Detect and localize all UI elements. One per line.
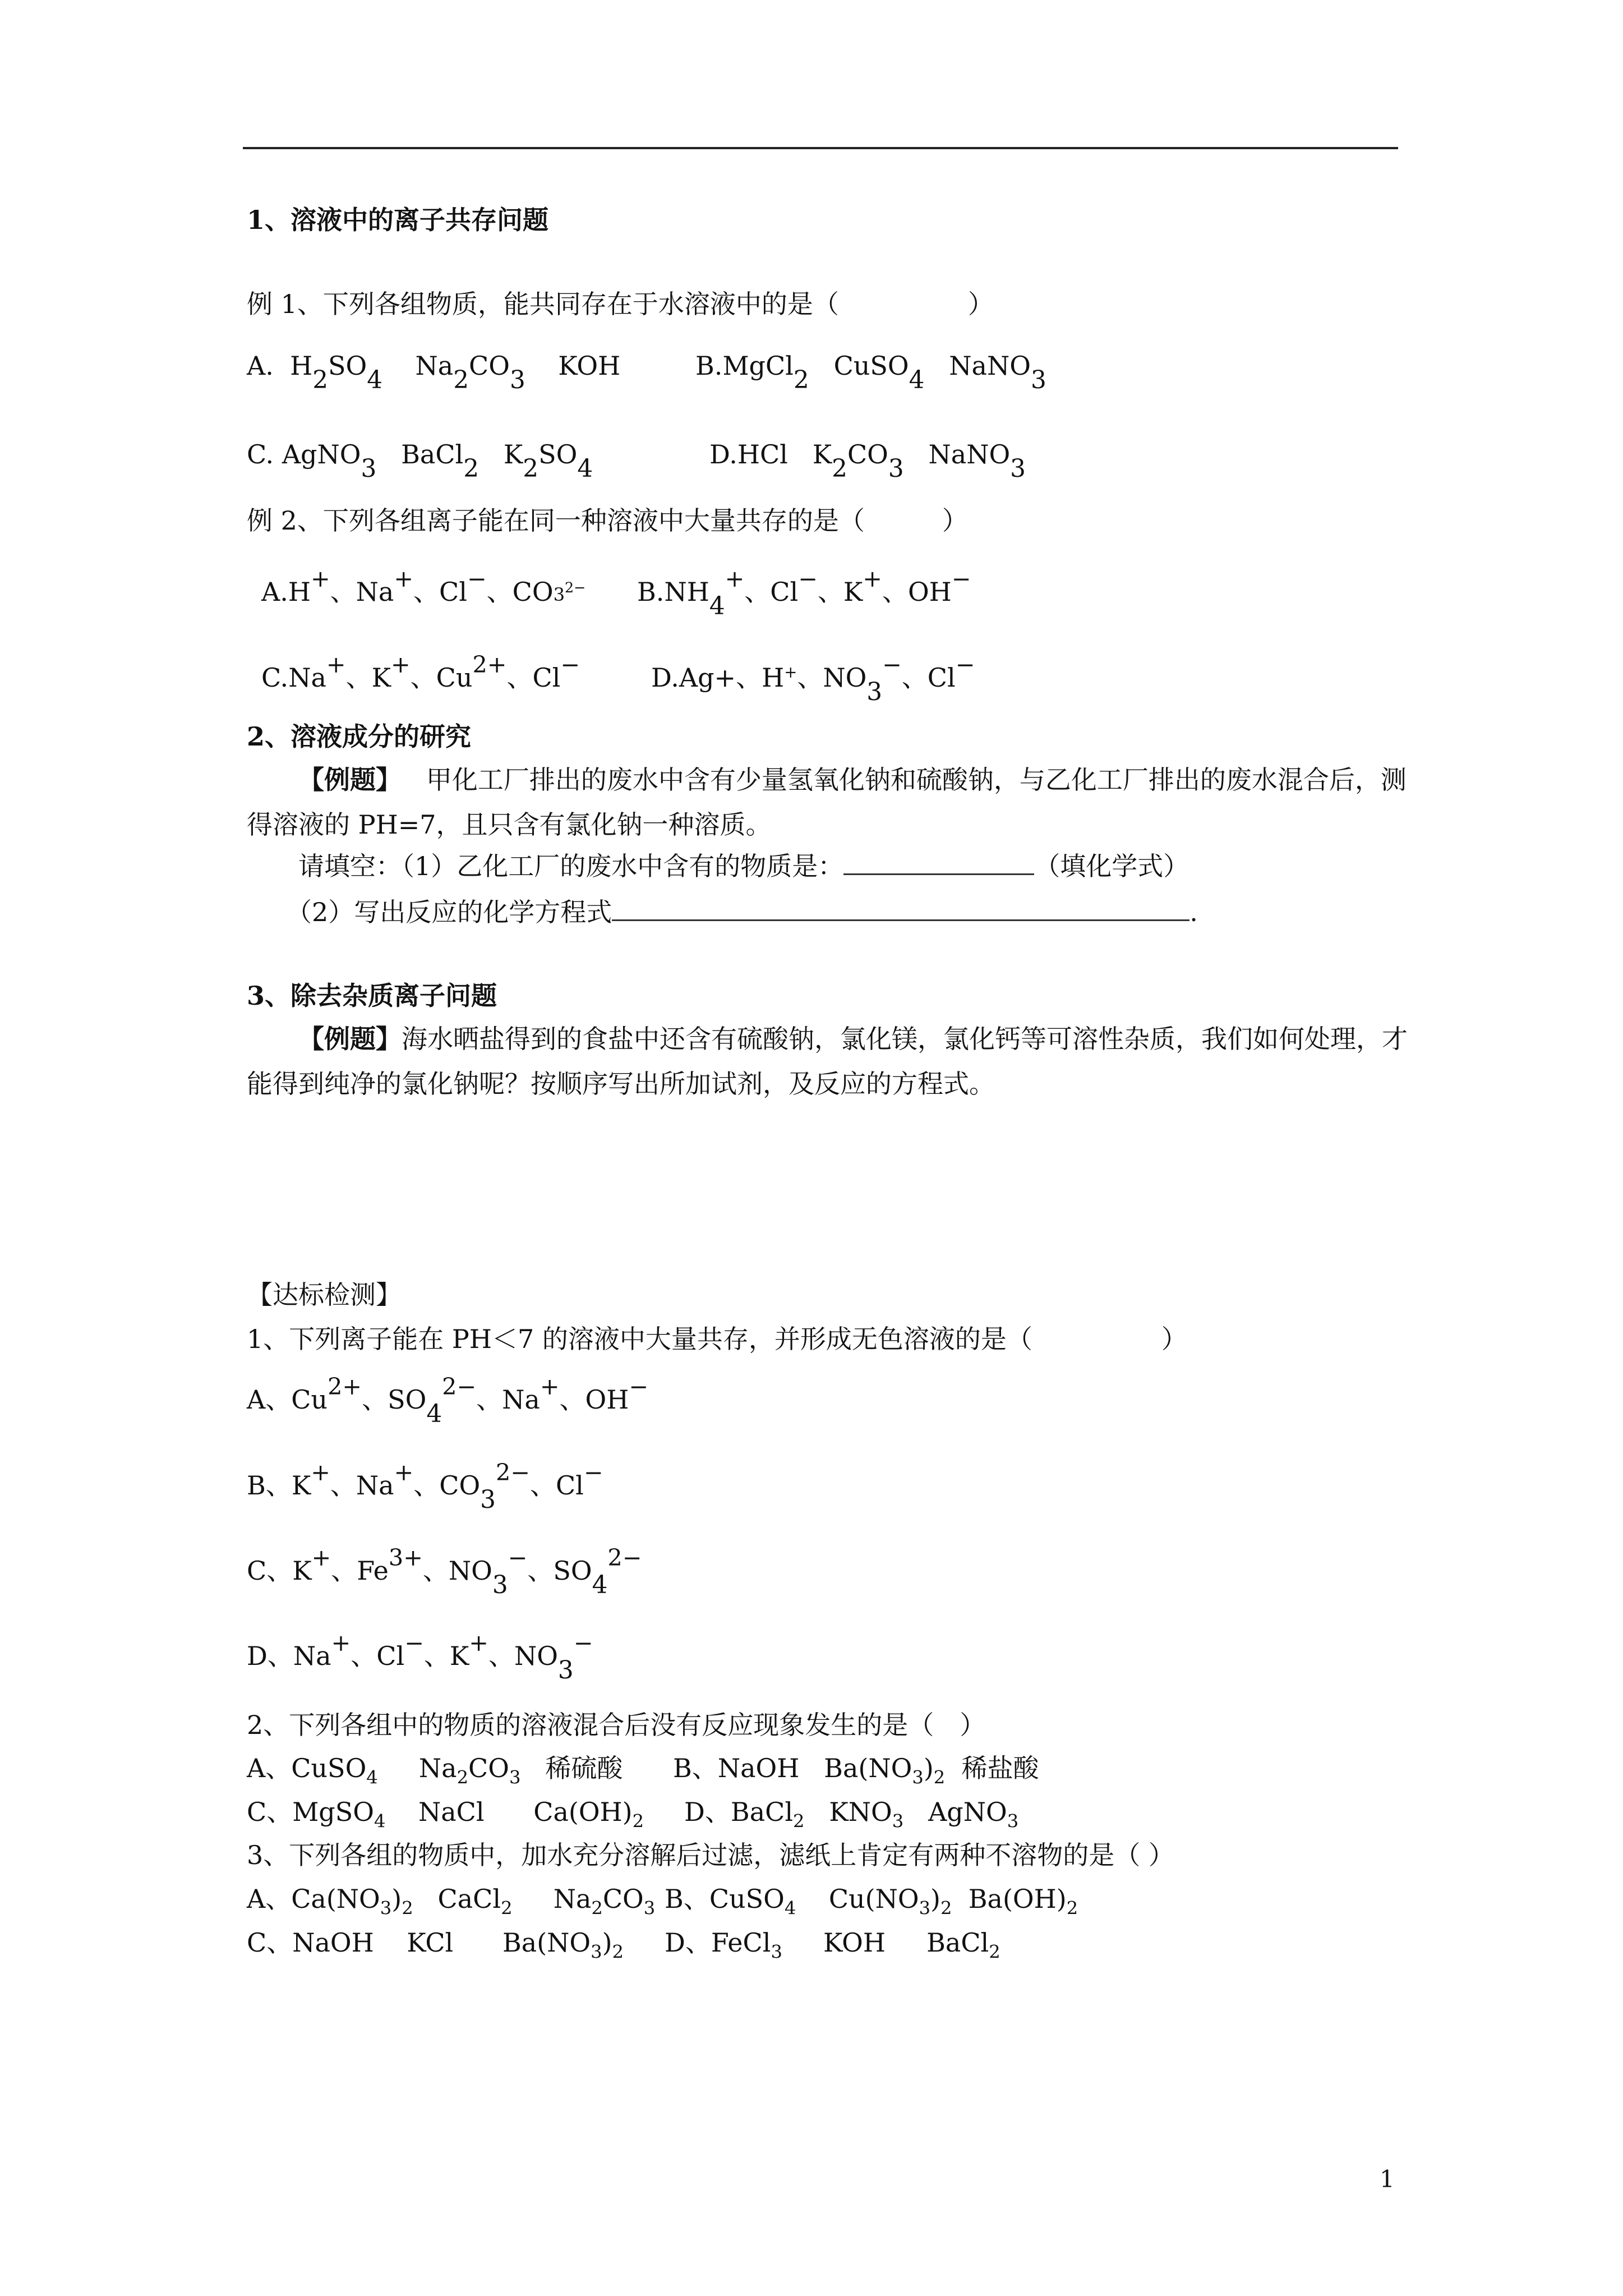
question-1-fill [298,849,1189,882]
section-3-title: 3、除去杂质离子问题 [247,981,497,1011]
option-d-formula: BaCl$_2$ $KNO_3$ AgNO$_3$ [730,1797,1019,1832]
option-d-label: D、 [684,1797,731,1827]
check-q3-options-ab [247,1882,1078,1919]
option-b-acid: 稀盐酸 [961,1753,1039,1783]
answer-blank-2[interactable] [612,895,1189,921]
check-q2-options-ab [247,1751,1039,1788]
option-a-formula: $H_2SO_4$ $Na_2CO_3$ KOH [282,351,621,395]
option-b-label: B、 [247,1470,292,1501]
option-c-formula: MgSO$_4$ NaCl $Ca(OH)_2$ [292,1797,644,1832]
check-question-2: 2、下列各组中的物质的溶液混合后没有反应现象发生的是（ ） [247,1710,986,1740]
option-d-label: D. [709,439,737,470]
option-d-label: D、 [247,1641,293,1671]
option-b-formula: CuSO$_4$ $Cu(NO_3)_2$ $Ba(OH)_2$ [709,1884,1078,1919]
option-d-ions: Na+、Cl−、K+、$NO_3^-$ [293,1630,593,1685]
option-c-ions: K+、$Fe^{3+}$、$NO_3^-$、$SO_4^{2-}$ [292,1544,642,1600]
option-a-label: A、 [247,1384,292,1415]
check-title: 【达标检测】 [247,1280,402,1310]
option-b-label: B、 [665,1884,709,1914]
option-c-formula: AgNO$_3$ BaCl$_2$ $K_2SO_4$ [282,439,593,484]
option-b-formula: MgCl$_2$ CuSO$_4$ NaNO$_3$ [722,351,1046,395]
answer-blank-1[interactable] [843,849,1034,875]
option-b-formula: NaOH $Ba(NO_3)_2$ [717,1753,946,1788]
option-c-label: C、 [247,1556,293,1586]
option-a-formula: $Ca(NO_3)_2$ CaCl$_2$ $Na_2CO_3$ [291,1884,656,1919]
option-d [665,1926,1000,1963]
check-q1-option-b [247,1459,603,1515]
check-question-1: 1、下列离子能在 PH＜7 的溶液中大量共存，并形成无色溶液的是（ ） [247,1324,1187,1354]
option-c-ions: Na+、K+、$Cu^{2+}$、Cl− [288,651,580,693]
example-body: 海水晒盐得到的食盐中还含有硫酸钠，氯化镁，氯化钙等可溶性杂质，我们如何处理，才能得到纯净的氯化钠呢？按顺序写出所加试剂，及反应的方程式。 [247,1024,1408,1099]
option-a-ions: $Cu^{2+}$、$SO_4^{2-}$、Na+、OH− [291,1373,649,1429]
option-c-label: C、 [247,1927,293,1958]
example-1-options-ab [247,349,1046,395]
option-d-formula: FeCl$_3$ KOH BaCl$_2$ [711,1927,1000,1963]
section-1-title: 1、溶液中的离子共存问题 [247,205,549,235]
option-d [709,438,1026,484]
option-b-ions: K+、Na+、$CO_3^{2-}$、Cl− [291,1459,603,1515]
check-q1-option-d [247,1630,593,1685]
option-a-ions: H+、Na+、Cl−、$CO3^{2-}$ [288,565,586,607]
option-b-label: B. [637,577,665,607]
example-2-stem: 例 2、下列各组离子能在同一种溶液中大量共存的是（ ） [247,505,968,536]
option-c-label: C. [247,439,274,470]
option-d [684,1795,1019,1832]
option-b [673,1751,1039,1788]
option-b-label: B. [695,351,723,381]
page-number: 1 [1380,2165,1395,2193]
check-q1-option-a [247,1373,649,1429]
section-3-example [247,1016,1408,1106]
header-rule [243,147,1398,149]
option-a-formula: CuSO$_4$ $Na_2CO_3$ [291,1753,521,1788]
question-2-fill [286,895,1198,928]
option-d-label: D. [651,662,679,693]
example-2-options-cd [261,651,975,707]
check-q2-options-cd [247,1795,1019,1832]
example-1-options-cd [247,438,1026,484]
example-1-stem: 例 1、下列各组物质，能共同存在于水溶液中的是（ ） [247,289,994,319]
example-tag: 【例题】 [298,1024,402,1054]
option-d-ions: Ag+、H+、$NO_3^-$、Cl− [679,651,975,707]
example-tag: 【例题】 [298,765,402,795]
option-b [637,565,971,621]
question-2-text: （2）写出反应的化学方程式 [286,897,612,927]
option-a-acid: 稀硫酸 [545,1753,623,1783]
option-a-label: A. [247,351,274,381]
option-b [665,1882,1078,1919]
question-2-tail: . [1189,897,1198,927]
check-question-3: 3、下列各组的物质中，加水充分溶解后过滤，滤纸上肯定有两种不溶物的是（ ） [247,1840,1174,1870]
option-b [695,349,1046,395]
option-b-ions: $NH_4^+$、Cl−、K+、OH− [664,565,971,621]
example-2-options-ab [261,565,971,621]
option-b-label: B、 [673,1753,718,1783]
check-q3-options-cd [247,1926,1000,1963]
option-a-label: A、 [247,1884,292,1914]
example-body: 甲化工厂排出的废水中含有少量氢氧化钠和硫酸钠，与乙化工厂排出的废水混合后，测得溶液的 PH=7，且只含有氯化钠一种溶质。 [247,765,1407,840]
option-d [651,651,975,707]
option-c-label: C、 [247,1797,293,1827]
section-2-example [247,757,1408,847]
question-1-text: 请填空：（1）乙化工厂的废水中含有的物质是： [298,851,844,881]
section-2-title: 2、溶液成分的研究 [247,721,472,752]
option-d-formula: HCl $K_2CO_3$ NaNO$_3$ [737,439,1026,484]
option-c-label: C. [261,662,289,693]
option-a-label: A、 [247,1753,292,1783]
option-d-label: D、 [665,1927,711,1958]
check-q1-option-c [247,1544,642,1600]
option-c-formula: NaOH KCl $Ba(NO_3)_2$ [292,1927,624,1963]
question-1-tail: （填化学式） [1034,851,1189,881]
option-a-label: A. [261,577,288,607]
